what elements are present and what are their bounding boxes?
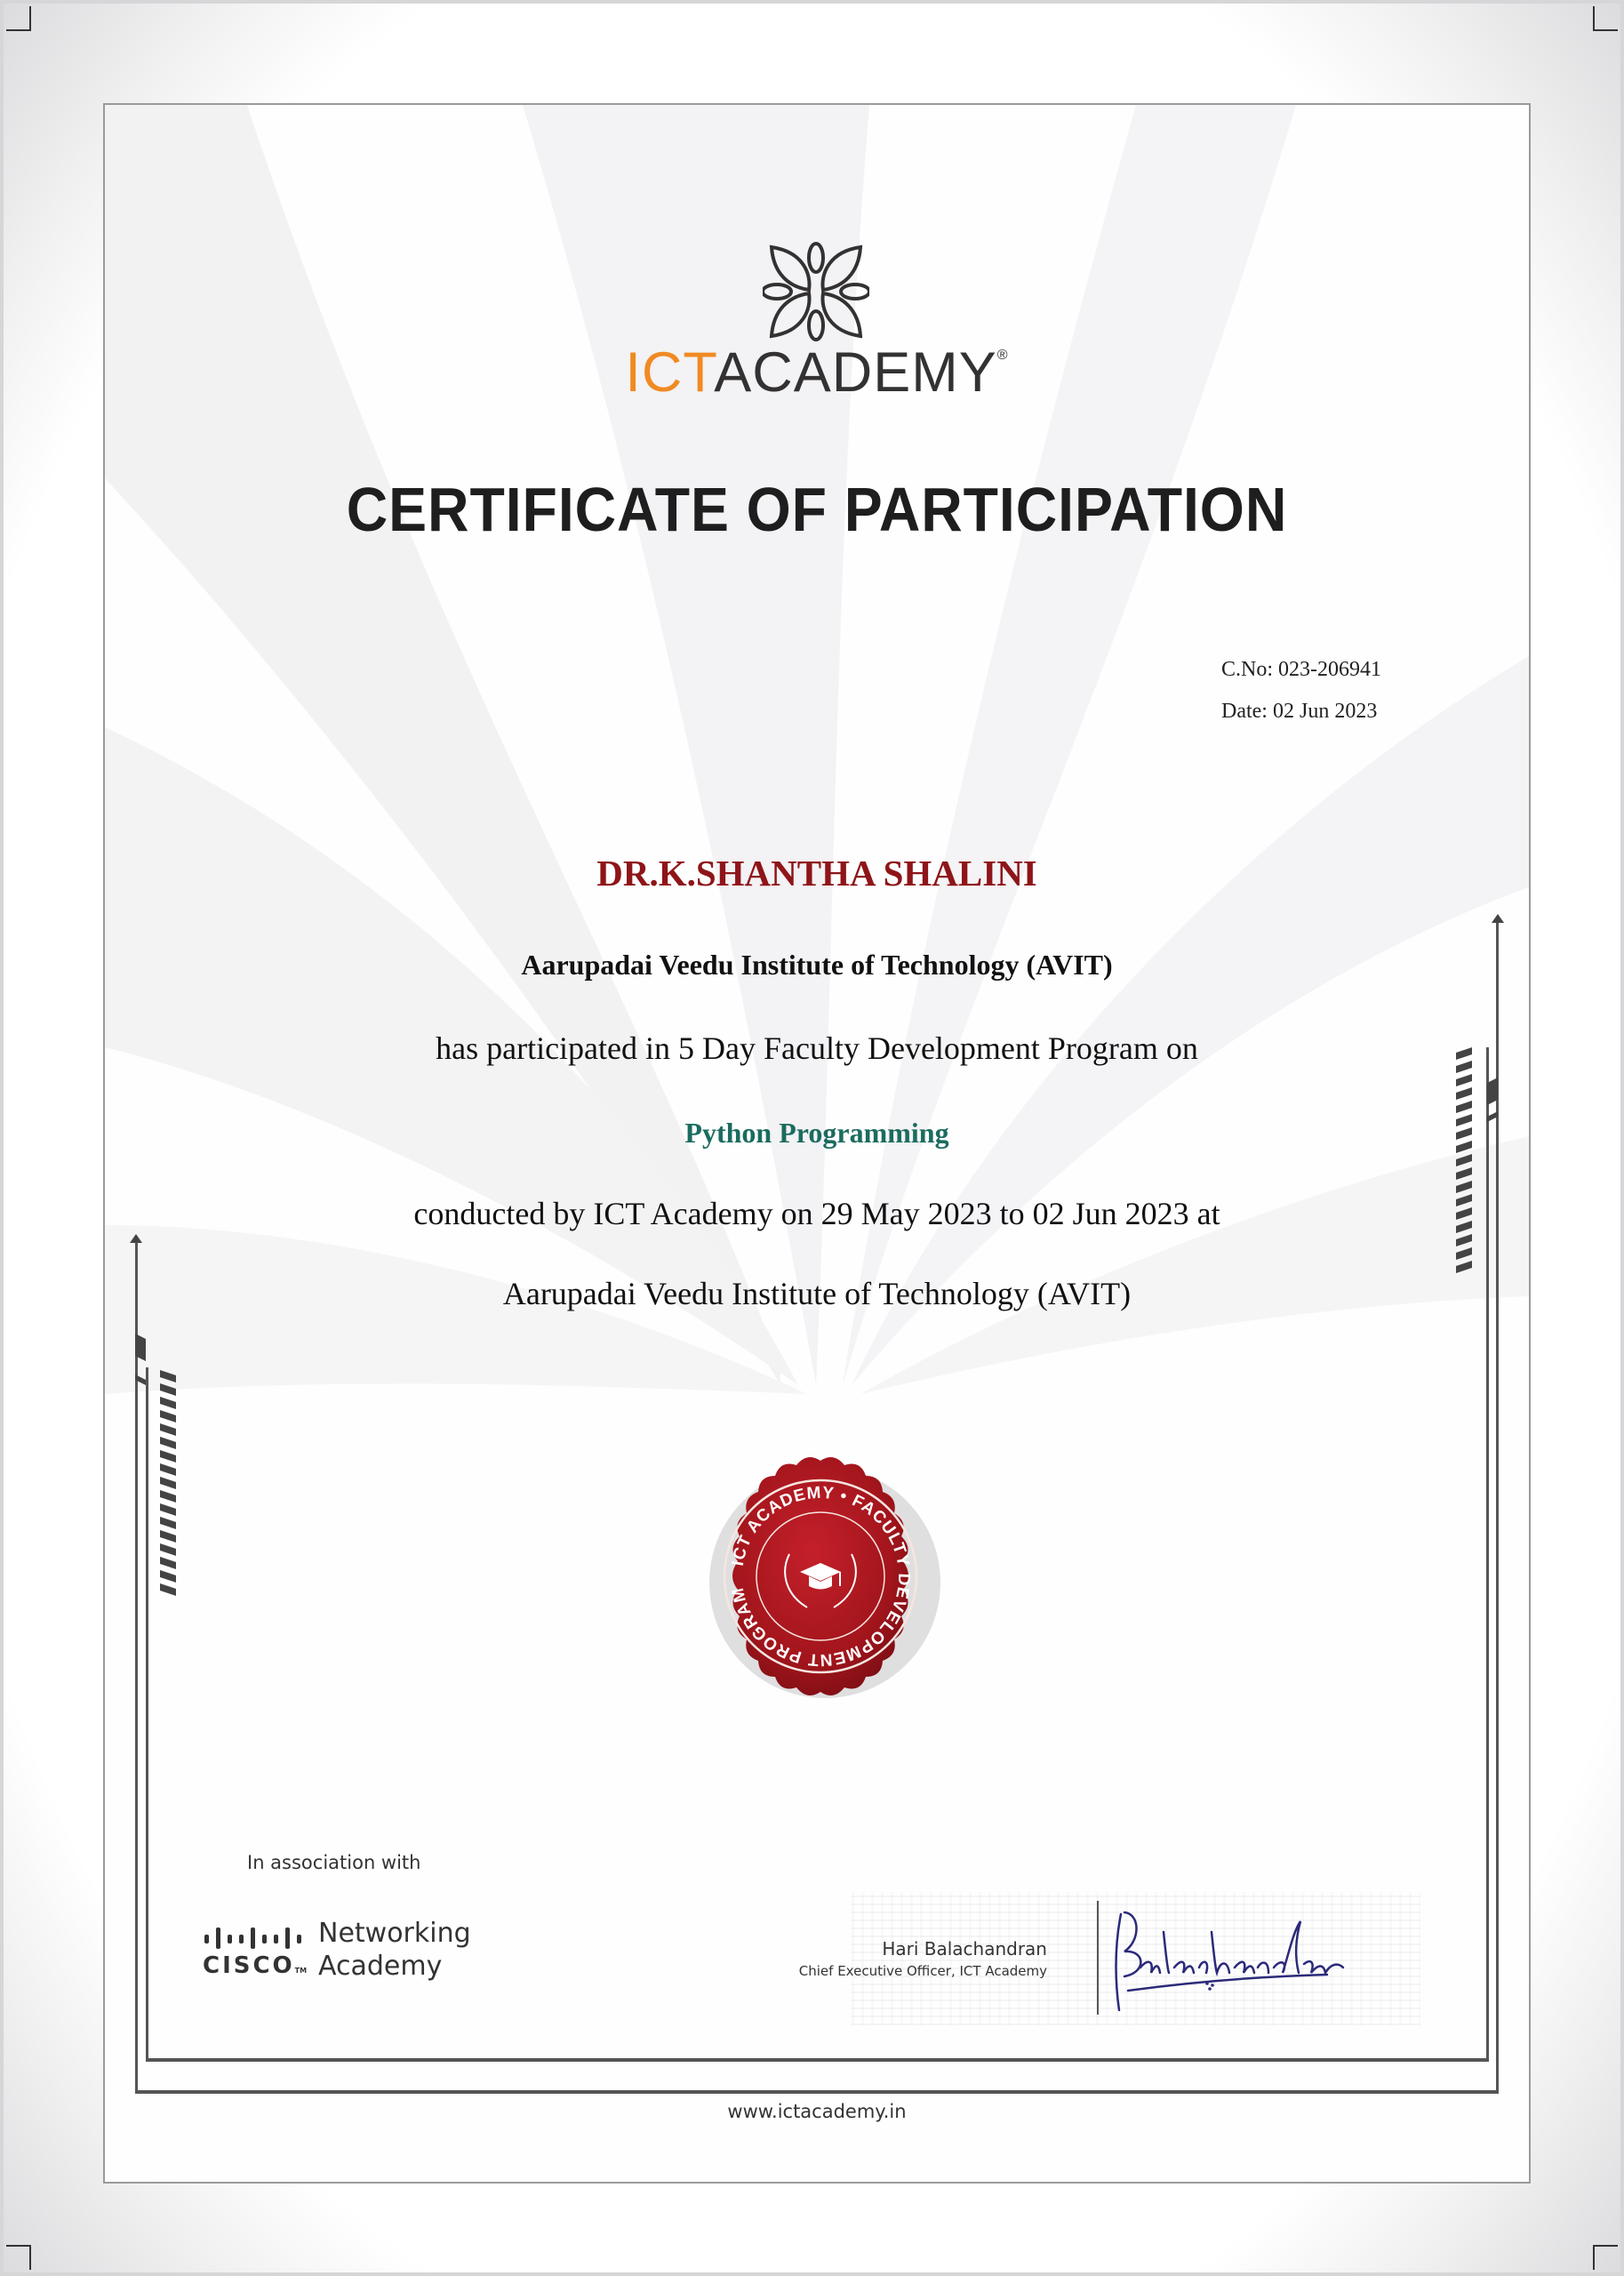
venue: Aarupadai Veedu Institute of Technology (AVIT) <box>502 1276 1132 1311</box>
signature-divider <box>1097 1901 1099 2015</box>
certificate-title: CERTIFICATE OF PARTICIPATION <box>346 475 1288 544</box>
course-name: Python Programming <box>684 1117 949 1149</box>
cisco-logo-icon <box>203 1920 309 1949</box>
networking-academy-label: Networking Academy <box>318 1918 471 1982</box>
issue-date: Date: 02 Jun 2023 <box>1221 700 1378 723</box>
issuer-logo-text <box>105 341 1529 405</box>
signature-block <box>798 1892 1420 2025</box>
registered-mark: ® <box>996 348 1009 363</box>
cisco-networking-academy-logo <box>203 1917 505 1988</box>
signer-name: Hari Balachandran <box>882 1938 1047 1959</box>
association-label: In association with <box>247 1852 421 1873</box>
recipient-institution: Aarupadai Veedu Institute of Technology (AVIT) <box>521 949 1113 981</box>
cisco-wordmark: CISCOTM <box>203 1952 308 1979</box>
website-url: www.ictacademy.in <box>727 2101 907 2122</box>
crop-mark-bottom-left <box>6 2245 31 2270</box>
logo-academy: ACADEMY <box>714 341 997 404</box>
recipient-name: DR.K.SHANTHA SHALINI <box>596 853 1037 894</box>
participation-statement: has participated in 5 Day Faculty Development Program on <box>436 1030 1198 1066</box>
handwritten-signature-icon <box>1105 1896 1372 2021</box>
crop-mark-top-left <box>6 6 31 31</box>
lotus-leaf-icon <box>763 238 869 345</box>
svg-text:ICT ACADEMY • FACULTY DEVELOPM: ICT ACADEMY • FACULTY DEVELOPMENT PROGRAM <box>728 1483 914 1670</box>
certificate-meta <box>1221 649 1381 733</box>
crop-mark-top-right <box>1593 6 1618 31</box>
crop-mark-bottom-right <box>1593 2245 1618 2270</box>
certificate-paper <box>103 103 1531 2184</box>
logo-ict: ICT <box>625 341 715 404</box>
program-dates-statement: conducted by ICT Academy on 29 May 2023 to 02 Jun 2023 at <box>413 1196 1220 1231</box>
faculty-development-seal-icon <box>692 1447 949 1705</box>
certificate-mount <box>4 4 1620 2272</box>
signer-title: Chief Executive Officer, ICT Academy <box>798 1963 1047 1979</box>
certificate-number: C.No: 023-206941 <box>1221 658 1381 681</box>
